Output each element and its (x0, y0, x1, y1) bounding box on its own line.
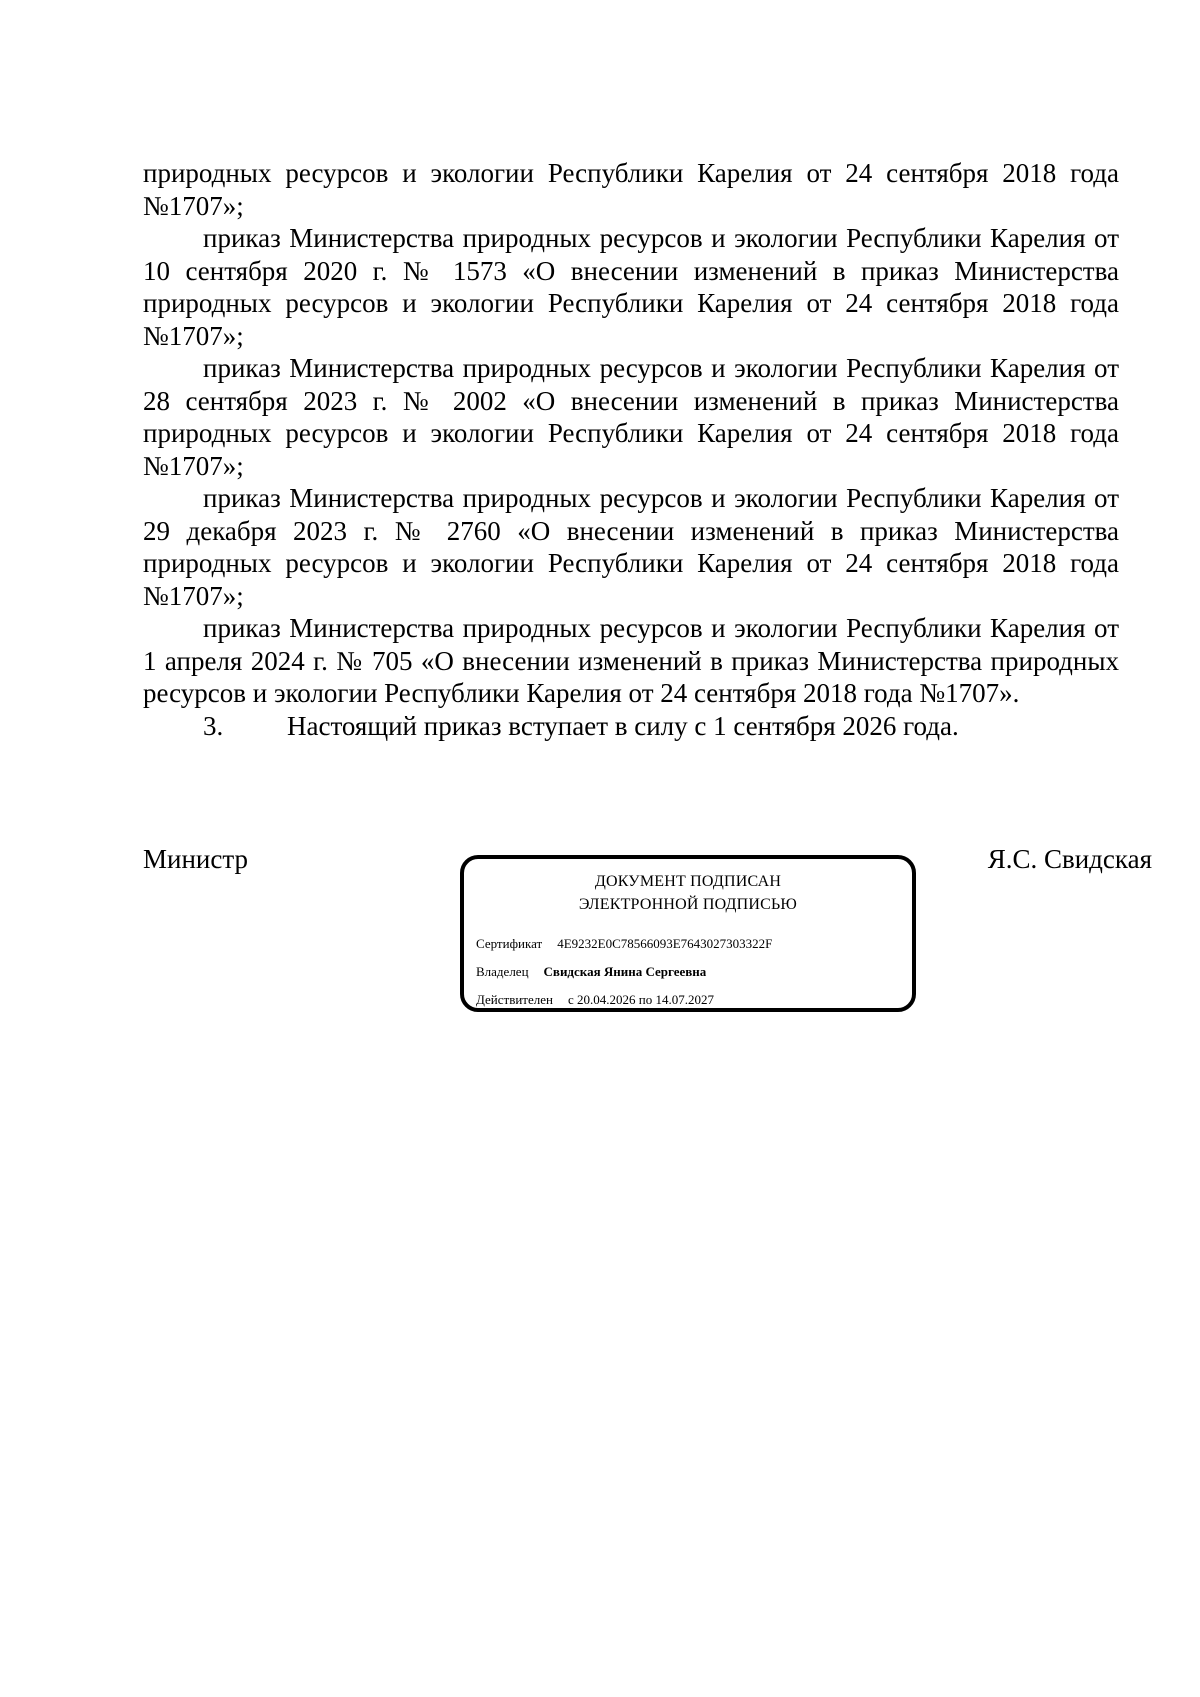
signatory-position: Министр (143, 844, 248, 874)
paragraph-order-2023-september: приказ Министерства природных ресурсов и экологии Республики Карелия от 28 сентября 2023 г. № 2002 «О внесении изменений в приказ Министерства природных ресурсов и экологии Республики Карелия от 24 сентября 2018 года №1707»; (143, 353, 1119, 481)
electronic-signature-stamp (460, 855, 916, 1012)
owner-label: Владелец (476, 964, 529, 979)
validity-value: с 20.04.2026 по 14.07.2027 (567, 992, 714, 1007)
owner-value: Свидская Янина Сергеевна (543, 964, 707, 979)
document-body (143, 157, 1119, 742)
stamp-owner (476, 964, 706, 980)
stamp-certificate (476, 936, 772, 952)
paragraph-order-2023-december: приказ Министерства природных ресурсов и экологии Республики Карелия от 29 декабря 2023 г. № 2760 «О внесении изменений в приказ Министерства природных ресурсов и экологии Республики Карелия от 24 сентября 2018 года №1707»; (143, 483, 1119, 611)
stamp-validity (476, 992, 714, 1008)
stamp-title (464, 870, 912, 916)
stamp-title-line-2: ЭЛЕКТРОННОЙ ПОДПИСЬЮ (578, 896, 798, 913)
paragraph-order-2024: приказ Министерства природных ресурсов и экологии Республики Карелия от 1 апреля 2024 г. № 705 «О внесении изменений в приказ Министерства природных ресурсов и экологии Республики Карелия от 24 сентября 2018 года №1707». (143, 613, 1119, 708)
item-3-text: Настоящий приказ вступает в силу с 1 сентября 2026 года. (287, 710, 959, 741)
certificate-label: Сертификат (476, 936, 543, 951)
paragraph-order-2020: приказ Министерства природных ресурсов и экологии Республики Карелия от 10 сентября 2020 г. № 1573 «О внесении изменений в приказ Министерства природных ресурсов и экологии Республики Карелия от 24 сентября 2018 года №1707»; (143, 223, 1119, 351)
item-3-number: 3. (203, 710, 224, 741)
certificate-value: 4E9232E0C78566093E7643027303322F (557, 936, 773, 951)
stamp-title-line-1: ДОКУМЕНТ ПОДПИСАН (594, 873, 782, 890)
signatory-name: Я.С. Свидская (987, 844, 1152, 874)
paragraph-continuation: природных ресурсов и экологии Республики Карелия от 24 сентября 2018 года №1707»; (143, 158, 1119, 221)
validity-label: Действителен (476, 992, 553, 1007)
item-3 (143, 710, 1119, 743)
